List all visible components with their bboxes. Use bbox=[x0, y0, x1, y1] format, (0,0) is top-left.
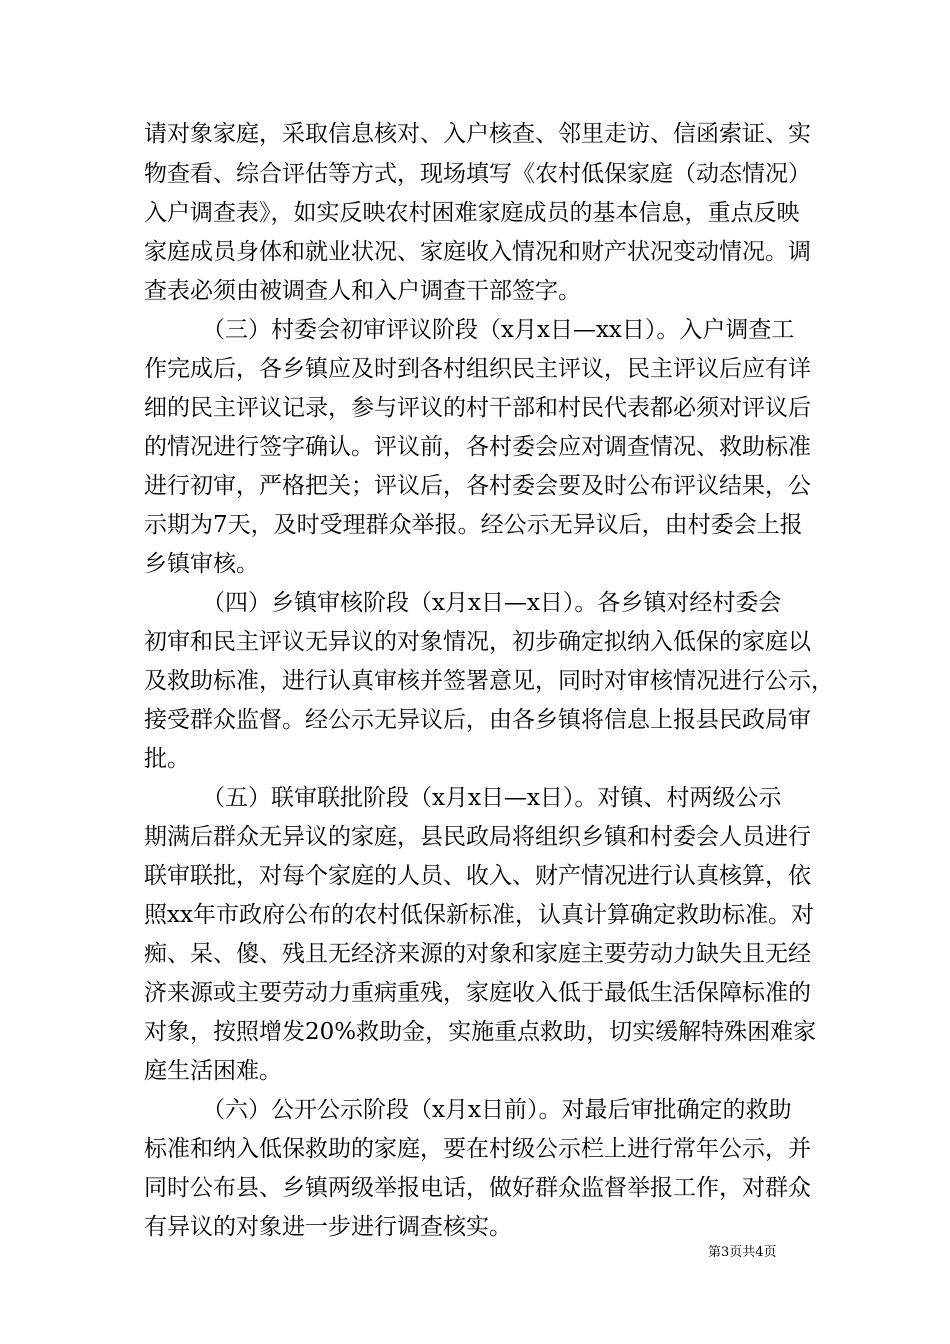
section-four-line: （四）乡镇审核阶段（x月x日—x日）。各乡镇对经村委会 bbox=[202, 590, 782, 616]
body-line: 对象，按照增发20%救助金，实施重点救助，切实缓解特殊困难家 bbox=[144, 1019, 817, 1045]
body-line: 批。 bbox=[144, 746, 190, 772]
body-line: 的情况进行签字确认。评议前，各村委会应对调查情况、救助标准 bbox=[144, 434, 811, 460]
body-line: 有异议的对象进一步进行调查核实。 bbox=[144, 1214, 512, 1240]
body-line: 痴、呆、傻、残且无经济来源的对象和家庭主要劳动力缺失且无经 bbox=[144, 941, 811, 967]
body-line: 入户调查表》，如实反映农村困难家庭成员的基本信息，重点反映 bbox=[144, 200, 800, 226]
section-three-line: （三）村委会初审评议阶段（x月x日—xx日）。入户调查工 bbox=[202, 317, 795, 343]
body-line: 期满后群众无异议的家庭，县民政局将组织乡镇和村委会人员进行 bbox=[144, 824, 811, 850]
section-five-line: （五）联审联批阶段（x月x日—x日）。对镇、村两级公示 bbox=[202, 785, 782, 811]
body-line: 查表必须由被调查人和入户调查干部签字。 bbox=[144, 278, 581, 304]
body-line: 济来源或主要劳动力重病重残，家庭收入低于最低生活保障标准的 bbox=[144, 980, 811, 1006]
body-line: 乡镇审核。 bbox=[144, 551, 259, 577]
body-line: 物查看、综合评估等方式，现场填写《农村低保家庭（动态情况） bbox=[144, 161, 811, 187]
body-line: 接受群众监督。经公示无异议后，由各乡镇将信息上报县民政局审 bbox=[144, 707, 811, 733]
body-line: 请对象家庭，采取信息核对、入户核查、邻里走访、信函索证、实 bbox=[144, 121, 811, 147]
body-line: 初审和民主评议无异议的对象情况，初步确定拟纳入低保的家庭以 bbox=[144, 629, 811, 655]
body-line: 家庭成员身体和就业状况、家庭收入情况和财产状况变动情况。调 bbox=[144, 239, 811, 265]
body-line: 进行初审，严格把关；评议后，各村委会要及时公布评议结果，公 bbox=[144, 473, 811, 499]
page-footer: 第3页共4页 bbox=[708, 1245, 777, 1260]
body-line: 示期为7天，及时受理群众举报。经公示无异议后，由村委会上报 bbox=[144, 512, 803, 538]
body-line: 细的民主评议记录，参与评议的村干部和村民代表都必须对评议后 bbox=[144, 395, 811, 421]
body-line: 照xx年市政府公布的农村低保新标准，认真计算确定救助标准。对 bbox=[144, 902, 814, 928]
body-line: 作完成后，各乡镇应及时到各村组织民主评议，民主评议后应有详 bbox=[144, 356, 811, 382]
body-line: 及救助标准，进行认真审核并签署意见，同时对审核情况进行公示， bbox=[144, 668, 834, 694]
body-line: 同时公布县、乡镇两级举报电话，做好群众监督举报工作，对群众 bbox=[144, 1175, 811, 1201]
section-six-line: （六）公开公示阶段（x月x日前）。对最后审批确定的救助 bbox=[202, 1097, 792, 1123]
body-line: 联审联批，对每个家庭的人员、收入、财产情况进行认真核算，依 bbox=[144, 863, 811, 889]
body-line: 标准和纳入低保救助的家庭，要在村级公示栏上进行常年公示，并 bbox=[144, 1136, 811, 1162]
body-line: 庭生活困难。 bbox=[144, 1058, 282, 1084]
